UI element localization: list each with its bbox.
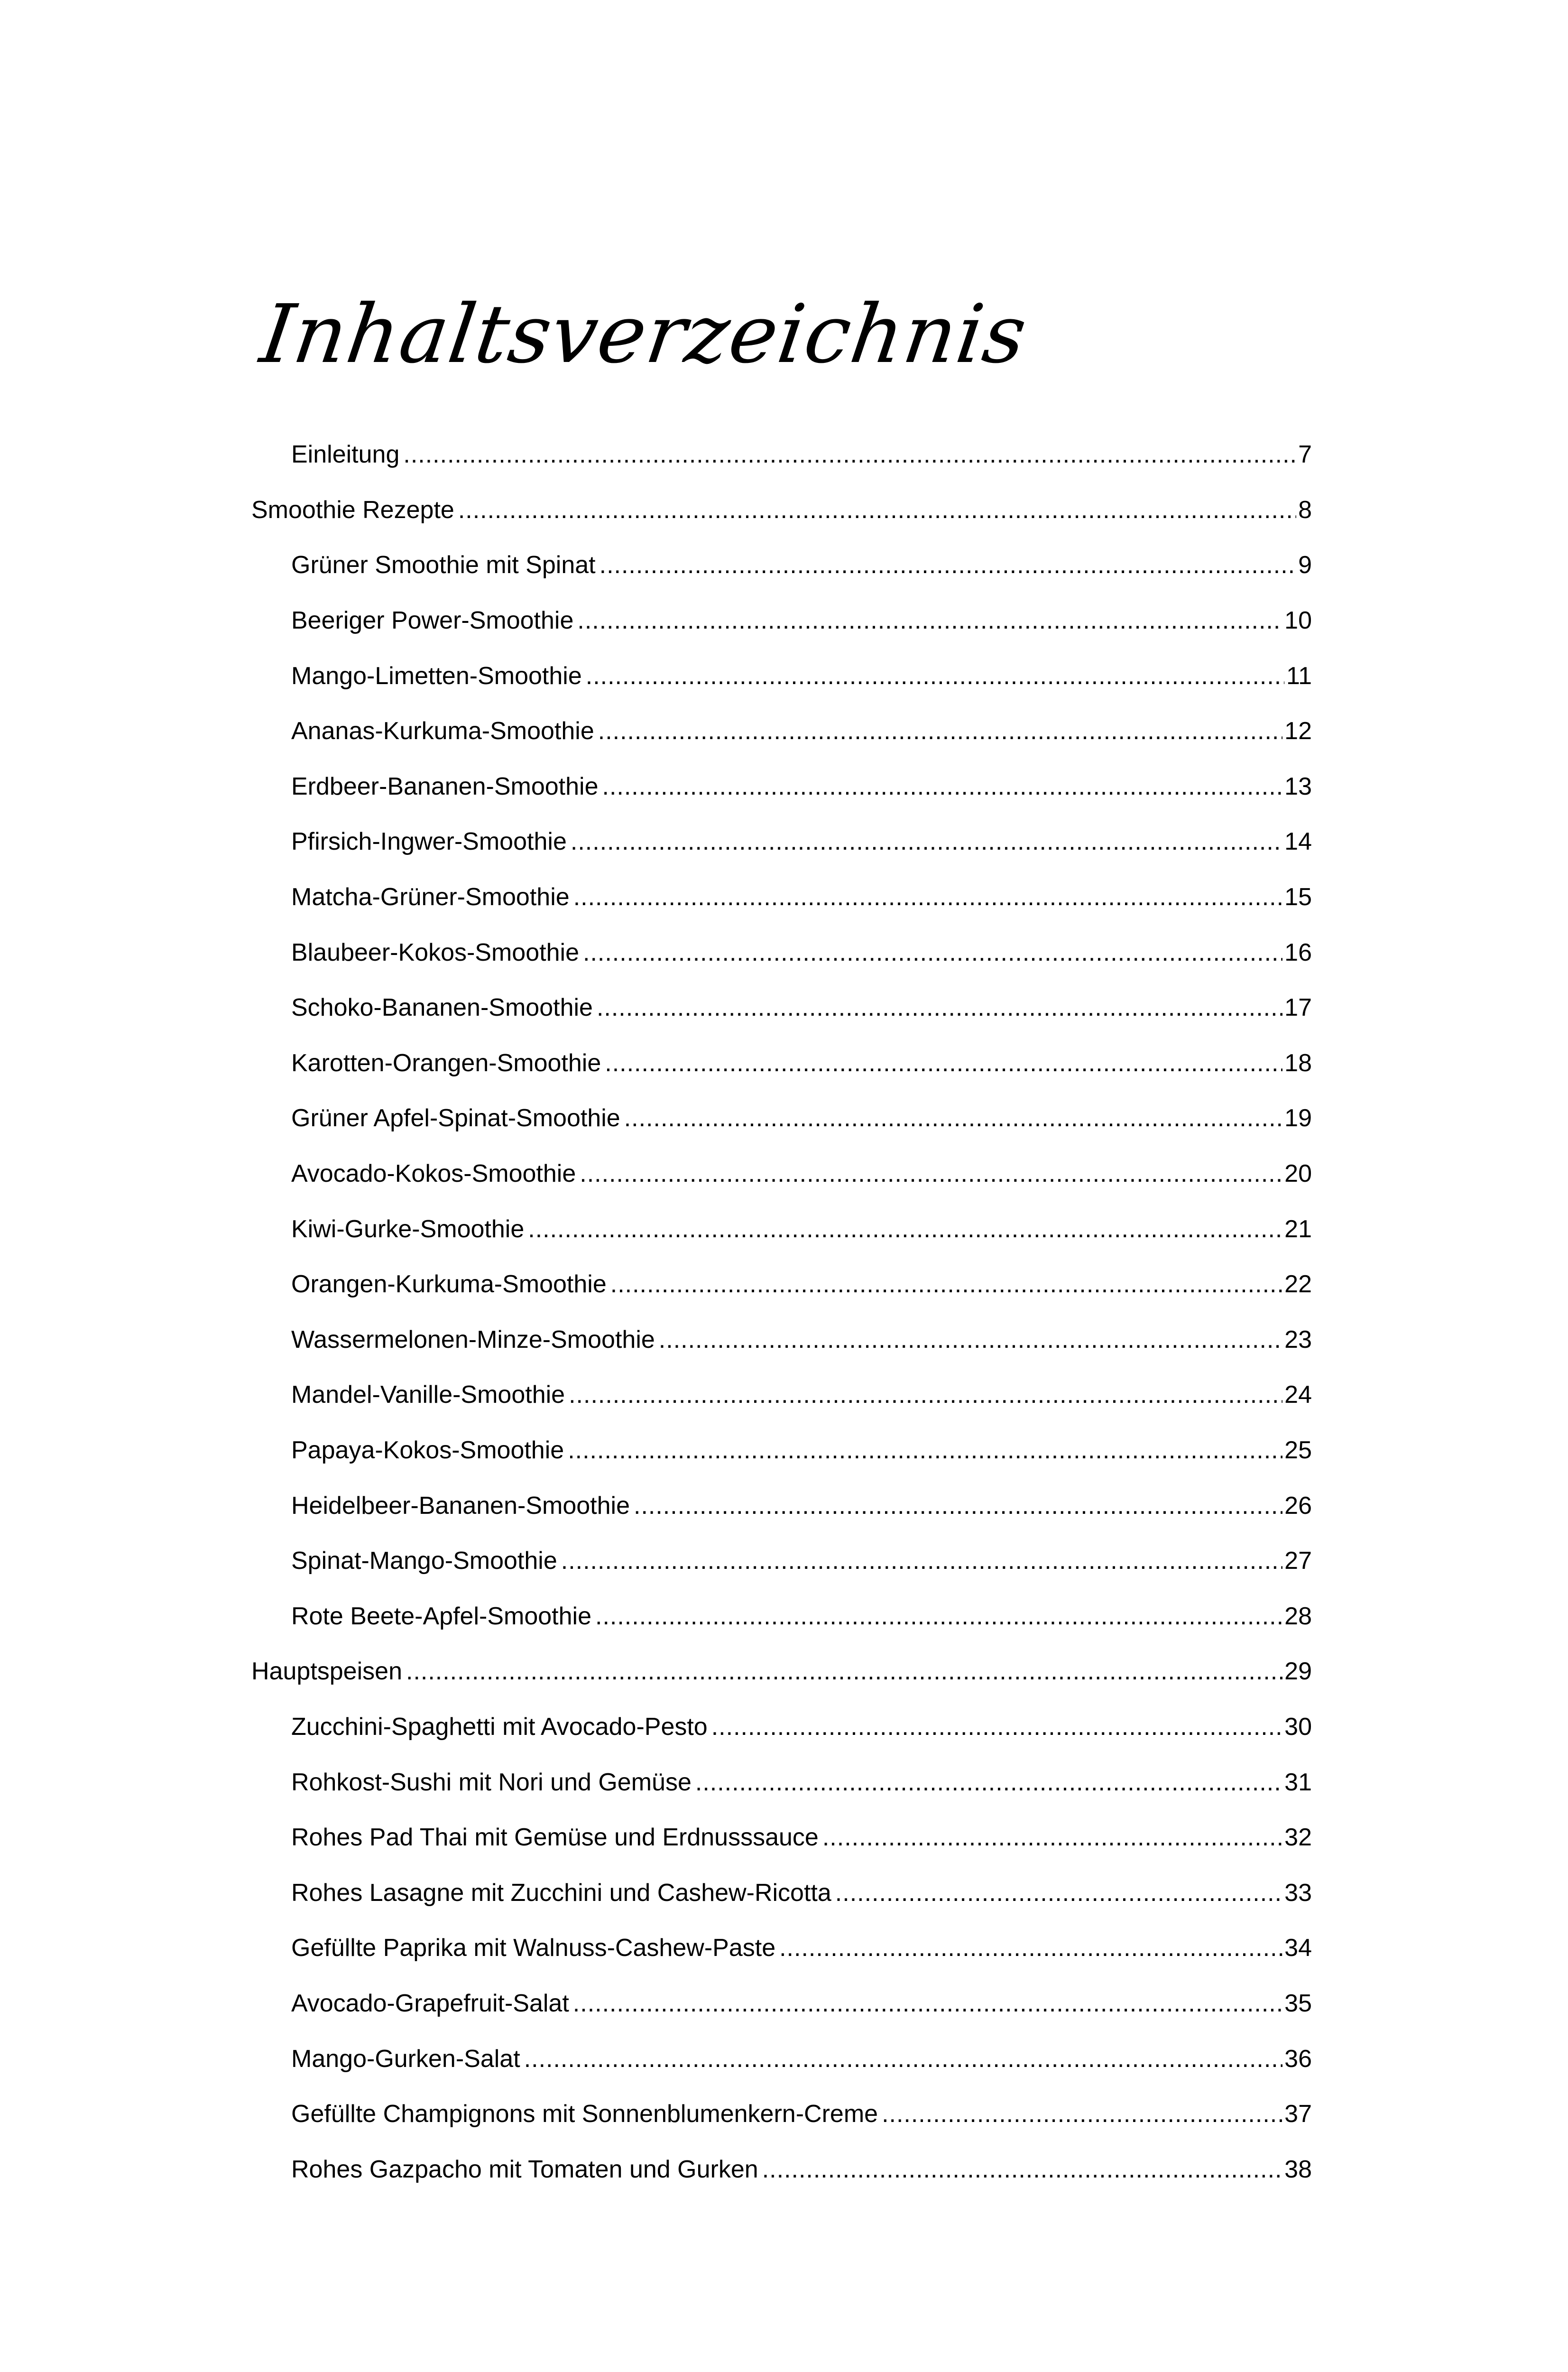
toc-entry[interactable] (0, 1257, 1568, 1312)
dot-leader (882, 2102, 1282, 2126)
toc-entry[interactable] (0, 2141, 1568, 2197)
dot-leader (573, 1991, 1282, 2016)
toc-entry-page-number: 34 (1284, 1934, 1312, 1962)
toc-entry[interactable] (0, 814, 1568, 870)
dot-leader (597, 995, 1282, 1020)
toc-entry[interactable] (0, 1091, 1568, 1146)
toc-entry[interactable] (0, 1754, 1568, 1810)
toc-entry-label: Avocado-Grapefruit-Salat (291, 1989, 569, 2017)
dot-leader (583, 940, 1282, 965)
toc-entry-page-number: 29 (1284, 1658, 1312, 1686)
dot-leader (779, 1936, 1282, 1960)
dot-leader (524, 2047, 1282, 2071)
toc-entry-label: Rohes Gazpacho mit Tomaten und Gurken (291, 2155, 758, 2183)
toc-entry[interactable] (0, 1146, 1568, 1202)
toc-entry-page-number: 21 (1284, 1215, 1312, 1243)
toc-entry-page-number: 27 (1284, 1547, 1312, 1575)
toc-entry[interactable] (0, 704, 1568, 759)
toc-entry-label: Grüner Smoothie mit Spinat (291, 551, 596, 579)
toc-entry-label: Beeriger Power-Smoothie (291, 607, 574, 635)
toc-entry-label: Zucchini-Spaghetti mit Avocado-Pesto (291, 1713, 708, 1741)
dot-leader (605, 1051, 1282, 1075)
toc-entry[interactable] (0, 427, 1568, 482)
toc-entry[interactable] (0, 759, 1568, 815)
toc-entry-label: Wassermelonen-Minze-Smoothie (291, 1325, 655, 1353)
toc-entry-label: Kiwi-Gurke-Smoothie (291, 1215, 525, 1243)
dot-leader (406, 1659, 1282, 1684)
toc-entry[interactable] (0, 1533, 1568, 1589)
toc-entry-page-number: 10 (1284, 607, 1312, 635)
dot-leader (602, 774, 1283, 799)
toc-entry-page-number: 13 (1284, 772, 1312, 800)
toc-entry-label: Einleitung (291, 441, 400, 469)
toc-entry-page-number: 26 (1284, 1492, 1312, 1520)
toc-entry-label: Ananas-Kurkuma-Smoothie (291, 717, 594, 745)
toc-entry[interactable] (0, 1201, 1568, 1257)
toc-entry-label: Rote Beete-Apfel-Smoothie (291, 1602, 592, 1630)
dot-leader (403, 442, 1296, 467)
toc-entry[interactable] (0, 1423, 1568, 1478)
toc-entry[interactable] (0, 925, 1568, 980)
toc-entry-page-number: 31 (1284, 1768, 1312, 1796)
toc-section-entry[interactable] (0, 482, 1568, 538)
toc-entry-label: Gefüllte Champignons mit Sonnenblumenkern-Creme (291, 2100, 878, 2128)
dot-leader (580, 1161, 1282, 1186)
toc-entry-label: Erdbeer-Bananen-Smoothie (291, 772, 599, 800)
toc-entry[interactable] (0, 537, 1568, 593)
dot-leader (569, 1382, 1282, 1407)
toc-entry[interactable] (0, 1588, 1568, 1644)
toc-entry-label: Smoothie Rezepte (251, 496, 454, 524)
toc-entry-page-number: 33 (1284, 1879, 1312, 1907)
toc-entry-label: Rohes Pad Thai mit Gemüse und Erdnusssauce (291, 1824, 819, 1852)
dot-leader (598, 719, 1282, 743)
dot-leader (528, 1217, 1282, 1242)
dot-leader (568, 1438, 1282, 1463)
dot-leader (573, 885, 1282, 909)
dot-leader (711, 1714, 1282, 1739)
dot-leader (610, 1272, 1282, 1297)
dot-leader (586, 664, 1284, 688)
toc-entry-label: Grüner Apfel-Spinat-Smoothie (291, 1104, 620, 1132)
toc-entry-label: Spinat-Mango-Smoothie (291, 1547, 557, 1575)
toc-entry-label: Mandel-Vanille-Smoothie (291, 1381, 565, 1409)
toc-entry[interactable] (0, 593, 1568, 649)
dot-leader (571, 829, 1282, 854)
toc-entry-label: Mango-Limetten-Smoothie (291, 662, 582, 690)
toc-entry-page-number: 35 (1284, 1989, 1312, 2017)
dot-leader (458, 498, 1296, 522)
toc-entry-page-number: 11 (1286, 662, 1312, 690)
toc-entry[interactable] (0, 2086, 1568, 2142)
toc-entry[interactable] (0, 2031, 1568, 2086)
toc-entry-page-number: 14 (1284, 828, 1312, 856)
dot-leader (659, 1327, 1282, 1352)
toc-entry-page-number: 30 (1284, 1713, 1312, 1741)
toc-entry[interactable] (0, 870, 1568, 925)
toc-entry-label: Orangen-Kurkuma-Smoothie (291, 1270, 607, 1298)
toc-entry[interactable] (0, 1036, 1568, 1091)
dot-leader (835, 1881, 1282, 1905)
dot-leader (762, 2157, 1282, 2182)
dot-leader (822, 1825, 1282, 1850)
toc-entry[interactable] (0, 980, 1568, 1036)
toc-entry-page-number: 24 (1284, 1381, 1312, 1409)
toc-entry-page-number: 12 (1284, 717, 1312, 745)
toc-entry-label: Avocado-Kokos-Smoothie (291, 1160, 576, 1188)
toc-entry[interactable] (0, 1810, 1568, 1865)
toc-entry-label: Blaubeer-Kokos-Smoothie (291, 938, 579, 966)
toc-entry-page-number: 37 (1284, 2100, 1312, 2128)
toc-entry[interactable] (0, 1478, 1568, 1533)
toc-entry-page-number: 16 (1284, 938, 1312, 966)
toc-entry-page-number: 32 (1284, 1824, 1312, 1852)
dot-leader (595, 1604, 1282, 1629)
toc-section-entry[interactable] (0, 1644, 1568, 1699)
dot-leader (600, 553, 1296, 577)
toc-entry-page-number: 25 (1284, 1436, 1312, 1464)
toc-entry[interactable] (0, 1367, 1568, 1423)
toc-list (0, 427, 1568, 2197)
page-title: Inhaltsverzeichnis (255, 287, 1033, 381)
dot-leader (634, 1493, 1282, 1518)
dot-leader (695, 1770, 1282, 1795)
toc-entry[interactable] (0, 1920, 1568, 1976)
toc-entry-page-number: 19 (1284, 1104, 1312, 1132)
toc-entry-label: Hauptspeisen (251, 1658, 402, 1686)
toc-entry-page-number: 22 (1284, 1270, 1312, 1298)
toc-entry[interactable] (0, 1865, 1568, 1920)
toc-entry-label: Gefüllte Paprika mit Walnuss-Cashew-Paste (291, 1934, 776, 1962)
toc-entry-page-number: 8 (1298, 496, 1312, 524)
dot-leader (577, 608, 1282, 633)
toc-entry[interactable] (0, 648, 1568, 704)
toc-entry-page-number: 28 (1284, 1602, 1312, 1630)
dot-leader (624, 1106, 1282, 1130)
toc-entry-page-number: 17 (1284, 994, 1312, 1022)
toc-entry-page-number: 18 (1284, 1049, 1312, 1077)
toc-entry-page-number: 9 (1298, 551, 1312, 579)
toc-entry-label: Papaya-Kokos-Smoothie (291, 1436, 564, 1464)
toc-entry-page-number: 36 (1284, 2045, 1312, 2073)
toc-entry-label: Rohes Lasagne mit Zucchini und Cashew-Ricotta (291, 1879, 831, 1907)
toc-entry-page-number: 15 (1284, 883, 1312, 911)
toc-entry-page-number: 38 (1284, 2155, 1312, 2183)
toc-entry-page-number: 20 (1284, 1160, 1312, 1188)
dot-leader (561, 1548, 1282, 1573)
toc-entry-label: Karotten-Orangen-Smoothie (291, 1049, 601, 1077)
toc-entry-page-number: 23 (1284, 1325, 1312, 1353)
toc-entry-label: Pfirsich-Ingwer-Smoothie (291, 828, 567, 856)
toc-entry-label: Rohkost-Sushi mit Nori und Gemüse (291, 1768, 692, 1796)
toc-entry[interactable] (0, 1976, 1568, 2031)
toc-entry[interactable] (0, 1312, 1568, 1368)
toc-entry-label: Schoko-Bananen-Smoothie (291, 994, 593, 1022)
toc-entry[interactable] (0, 1699, 1568, 1755)
toc-entry-label: Mango-Gurken-Salat (291, 2045, 520, 2073)
toc-entry-label: Heidelbeer-Bananen-Smoothie (291, 1492, 630, 1520)
toc-entry-page-number: 7 (1298, 441, 1312, 469)
toc-entry-label: Matcha-Grüner-Smoothie (291, 883, 570, 911)
